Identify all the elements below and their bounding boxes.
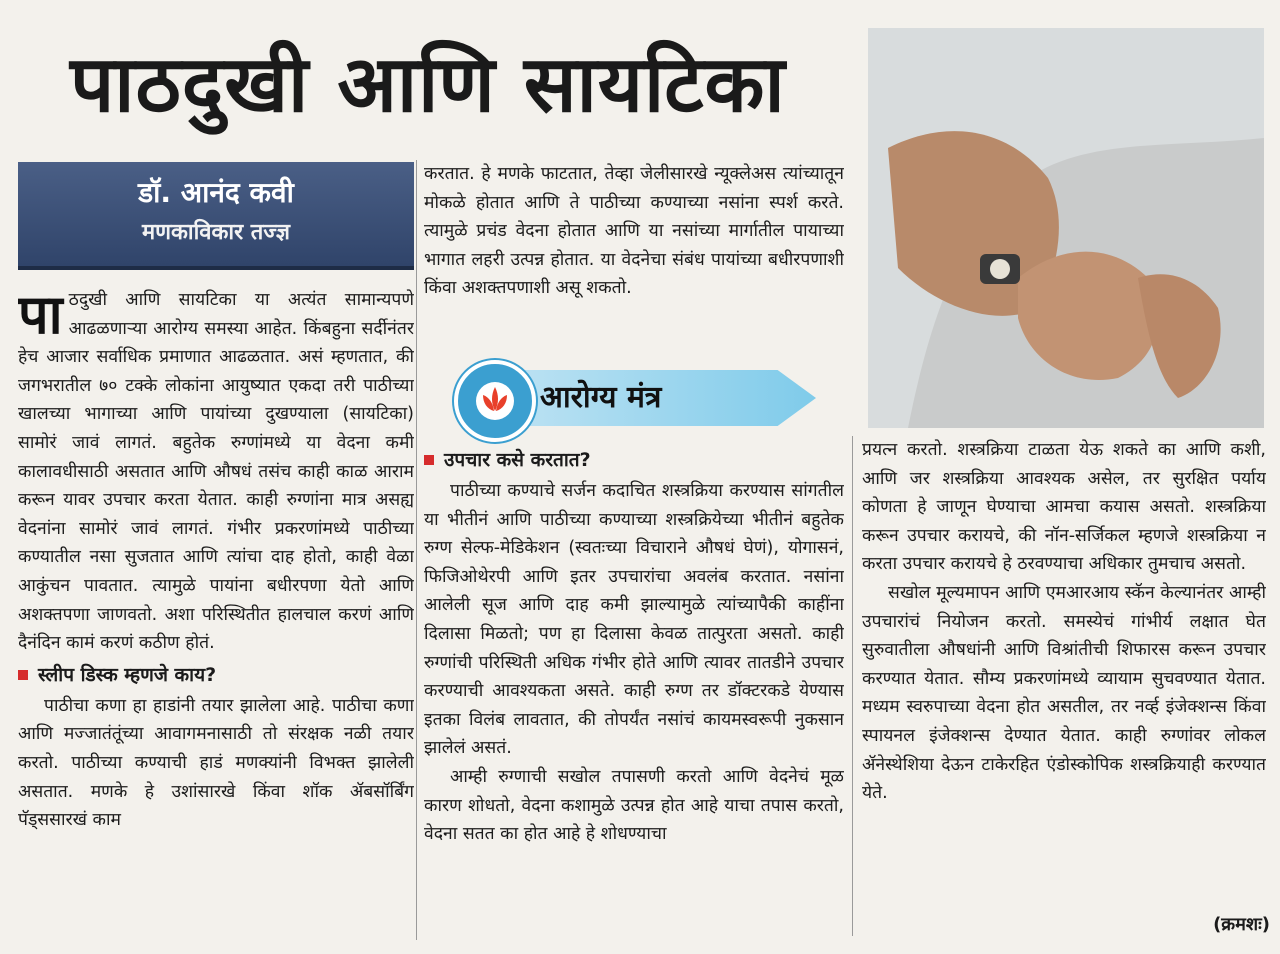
section-banner	[446, 356, 846, 440]
intro-text: ठदुखी आणि सायटिका या अत्यंत सामान्यपणे आढळणाऱ्या आरोग्य समस्या आहेत. किंबहुना सर्दीनंतर हेच आजार सर्वाधिक प्रमाणात आढळतात. असं म्हणतात, की जगभरातील ७० टक्के लोकांना आयुष्यात एकदा तरी पाठीच्या खालच्या भागाच्या आणि पायांच्या दुखण्याला (सायटिका) सामोरं जावं लागतं. बहुतेक रुग्णांमध्ये या वेदना कमी कालावधीसाठी असतात आणि औषधं तसंच काही काळ आराम करून यावर उपचार करता येतात. काही रुग्णांना मात्र असह्य वेदनांना सामोरं जावं लागतं. गंभीर प्रकरणांमध्ये पाठीच्या कण्यातील नसा सुजतात आणि त्यांचा दाह होतो, काही वेळा आकुंचन पावतात. त्यामुळे पायांना बधीरपणा येतो आणि अशक्तपणा जाणवतो. अशा परिस्थितीत हालचाल करणं आणि दैनंदिन कामं करणं कठीण होतं.	[18, 290, 414, 654]
dropcap: पा	[18, 286, 63, 346]
paragraph: प्रयत्न करतो. शस्त्रक्रिया टाळता येऊ शकते का आणि कशी, आणि जर शस्त्रक्रिया आवश्यक असेल, तर सुरक्षित पर्याय कोणता हे जाणून घेण्याचा आमचा कयास असतो. शस्त्रक्रिया करून उपचार करायचे, की नॉन-सर्जिकल म्हणजे शस्त्रक्रिया न करता उपचार करायचे हे ठरवण्याचा अधिकार तुमचाच असतो.	[862, 440, 1266, 575]
banner-label: आरोग्य मंत्र	[540, 380, 662, 415]
paragraph: आम्ही रुग्णाची सखोल तपासणी करतो आणि वेदनेचं मूळ कारण शोधतो, वेदना कशामुळे उत्पन्न होत आहे याचा तपास करतो, वेदना सतत का होत आहे हे शोधण्याचा	[424, 766, 844, 845]
continued-marker: (क्रमशः)	[1213, 914, 1270, 935]
subheading	[18, 660, 414, 690]
intro-paragraph	[18, 286, 414, 658]
column-divider	[416, 160, 417, 940]
subheading	[424, 445, 844, 475]
back-pain-photo	[868, 28, 1264, 428]
author-name: डॉ. आनंद कवी	[138, 176, 294, 209]
column-3	[862, 436, 1266, 906]
paragraph: पाठीच्या कण्याचे सर्जन कदाचित शस्त्रक्रिया करण्यास सांगतील या भीतीनं आणि पाठीच्या कण्याच्या शस्त्रक्रियेच्या भीतीनं बहुतेक रुग्ण सेल्फ-मेडिकेशन (स्वतःच्या विचाराने औषधं घेणं), योगासनं, फिजिओथेरपी आणि इतर उपचारांचा अवलंब करतात. नसांना आलेली सूज आणि दाह कमी झाल्यामुळे त्यांच्यापैकी काहींना दिलासा मिळतो; पण हा दिलासा केवळ तात्पुरता असतो. काही रुग्णांची परिस्थिती अधिक गंभीर होते आणि त्यावर तातडीने उपचार करण्याची आवश्यकता असते. काही रुग्ण तर डॉक्टरकडे येण्यास इतका विलंब लावतात, की तोपर्यंत नसांचं कायमस्वरूपी नुकसान झालेलं असतं.	[424, 480, 844, 759]
column-2	[424, 160, 844, 950]
author-role: मणकाविकार तज्ज्ञ	[141, 220, 291, 245]
paragraph: सखोल मूल्यमापन आणि एमआरआय स्कॅन केल्यानंतर आम्ही उपचारांचं नियोजन करतो. समस्येचं गांभीर्य लक्षात घेत सुरुवातीला औषधांनी आणि विश्रांतीची शिफारस करून उपचार करण्यात येतात. सौम्य प्रकरणांमध्ये व्यायाम सुचवण्यात येतात. मध्यम स्वरुपाच्या वेदना होत असतील, तर नर्व्ह इंजेक्शन्स किंवा स्पायनल इंजेक्शन्स देण्यात येतात. काही रुग्णांवर लोकल ॲनेस्थेशिया देऊन टाकेरहित एंडोस्कोपिक शस्त्रक्रियाही करण्यात येते.	[862, 582, 1266, 804]
lotus-icon	[454, 360, 536, 442]
author-box	[18, 162, 414, 270]
paragraph: करतात. हे मणके फाटतात, तेव्हा जेलीसारखे न्यूक्लेअस त्यांच्यातून मोकळे होतात आणि ते पाठीच्या कण्याच्या नसांना स्पर्श करते. त्यामुळे प्रचंड वेदना होतात आणि या नसांच्या मार्गातील पायाच्या भागात लहरी उत्पन्न होतात. या वेदनेचा संबंध पायांच्या बधीरपणाशी किंवा अशक्तपणाशी असू शकतो.	[424, 164, 844, 299]
subheading-text: स्लीप डिस्क म्हणजे काय?	[38, 663, 217, 686]
paragraph: पाठीचा कणा हा हाडांनी तयार झालेला आहे. पाठीचा कणा आणि मज्जातंतूंच्या आवागमनासाठी तो संरक्षक नळी तयार करतो. पाठीच्या कण्याची हाडं मणक्यांनी विभक्त झालेली असतात. मणके हे उशांसारखे किंवा शॉक ॲबसॉर्बिंग पॅड्ससारखं काम	[18, 695, 414, 831]
column-1	[18, 286, 414, 946]
headline: पाठदुखी आणि सायटिका	[70, 40, 786, 130]
bullet-icon	[18, 670, 28, 680]
subheading-text: उपचार कसे करतात?	[444, 448, 591, 471]
column-divider	[852, 436, 853, 936]
bullet-icon	[424, 455, 434, 465]
